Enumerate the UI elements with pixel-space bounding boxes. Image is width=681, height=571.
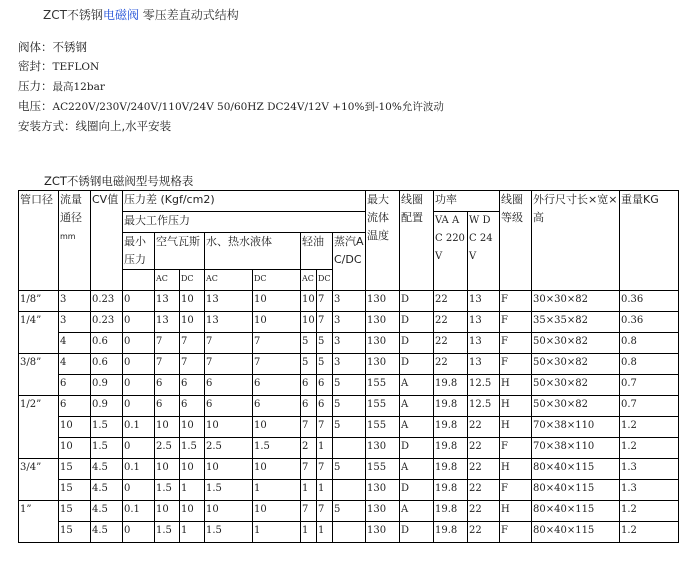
page-title: [43, 6, 239, 23]
table-cell: 80×40×115: [532, 501, 620, 522]
table-cell: 1.5: [205, 480, 253, 501]
table-cell: 7: [180, 354, 205, 375]
table-cell: 22: [468, 417, 500, 438]
table-cell: 155: [366, 396, 400, 417]
table-cell: 1: [317, 480, 333, 501]
table-cell: D: [400, 291, 434, 312]
table-cell: 4.5: [91, 522, 123, 543]
spec-value: 线圈向上,水平安装: [75, 119, 172, 133]
table-cell: 1: [180, 480, 205, 501]
table-cell: 0: [123, 333, 155, 354]
table-cell: 6: [155, 396, 180, 417]
table-cell: D: [400, 312, 434, 333]
table-cell: 10: [180, 312, 205, 333]
table-cell: 6: [317, 375, 333, 396]
header-ac: AC: [205, 270, 253, 291]
table-cell: 5: [333, 417, 366, 438]
spec-label: 压力：: [18, 79, 53, 93]
table-cell: 10: [301, 312, 317, 333]
table-row: [19, 417, 679, 438]
header-power-w: W DC 24V: [468, 212, 500, 291]
table-row: [19, 354, 679, 375]
header-weight: 重量KG: [620, 191, 679, 291]
table-cell: 19.8: [434, 459, 468, 480]
table-cell: 13: [468, 354, 500, 375]
table-cell: 50×30×82: [532, 375, 620, 396]
table-cell: 7: [317, 459, 333, 480]
table-cell: 7: [205, 354, 253, 375]
table-cell: 19.8: [434, 522, 468, 543]
table-cell: 0: [123, 312, 155, 333]
table-row: [19, 396, 679, 417]
table-cell: 10: [253, 501, 301, 522]
table-cell: 1.5: [180, 438, 205, 459]
table-cell: 0.8: [620, 333, 679, 354]
pipe-size-cell: 3/4”: [19, 459, 59, 501]
table-cell: 1.2: [620, 438, 679, 459]
table-cell: A: [400, 396, 434, 417]
table-cell: 10: [59, 438, 91, 459]
table-cell: 155: [366, 375, 400, 396]
header-dc: DC: [180, 270, 205, 291]
table-cell: 10: [180, 501, 205, 522]
spec-seal: [18, 57, 444, 77]
table-cell: 13: [468, 312, 500, 333]
table-cell: 7: [317, 291, 333, 312]
spec-label: 密封：: [18, 59, 53, 73]
table-cell: D: [400, 354, 434, 375]
header-min-blank: [123, 270, 155, 291]
table-cell: 10: [180, 459, 205, 480]
table-row: [19, 501, 679, 522]
table-cell: 3: [333, 333, 366, 354]
spec-install: [18, 117, 444, 136]
spec-table: [18, 190, 679, 543]
table-cell: 13: [155, 312, 180, 333]
header-ac: AC: [155, 270, 180, 291]
table-cell: 0.8: [620, 354, 679, 375]
table-cell: 6: [180, 396, 205, 417]
table-cell: 22: [468, 480, 500, 501]
table-cell: 80×40×115: [532, 522, 620, 543]
spec-label: 电压：: [18, 99, 53, 113]
table-cell: 0.1: [123, 459, 155, 480]
header-power: 功率: [434, 191, 500, 212]
table-cell: 10: [180, 417, 205, 438]
table-cell: 13: [468, 291, 500, 312]
table-cell: 7: [253, 333, 301, 354]
table-cell: 6: [317, 396, 333, 417]
table-cell: 4.5: [91, 480, 123, 501]
table-cell: 7: [301, 459, 317, 480]
table-cell: 1: [301, 480, 317, 501]
table-cell: 22: [434, 312, 468, 333]
table-cell: 5: [333, 459, 366, 480]
table-cell: F: [500, 438, 532, 459]
table-cell: 13: [468, 333, 500, 354]
table-cell: 4: [59, 333, 91, 354]
table-cell: 10: [155, 417, 180, 438]
table-cell: 155: [366, 417, 400, 438]
table-cell: 155: [366, 459, 400, 480]
header-dc: DC: [317, 270, 333, 291]
table-cell: 0.23: [91, 291, 123, 312]
table-cell: 4.5: [91, 459, 123, 480]
table-cell: 5: [301, 333, 317, 354]
spec-voltage: [18, 97, 444, 117]
table-cell: F: [500, 354, 532, 375]
header-air-gas: 空气瓦斯: [155, 233, 205, 270]
table-cell: 1: [317, 522, 333, 543]
pipe-size-cell: 1/8”: [19, 291, 59, 312]
table-cell: 7: [155, 354, 180, 375]
table-cell: 1.5: [155, 480, 180, 501]
table-cell: 6: [59, 396, 91, 417]
table-row: [19, 438, 679, 459]
table-cell: 19.8: [434, 375, 468, 396]
table-cell: 130: [366, 291, 400, 312]
table-cell: 15: [59, 459, 91, 480]
table-cell: 1.2: [620, 501, 679, 522]
table-cell: 13: [155, 291, 180, 312]
table-cell: 1.5: [155, 522, 180, 543]
header-light-oil: 轻油: [301, 233, 333, 270]
table-cell: 50×30×82: [532, 333, 620, 354]
table-row: [19, 291, 679, 312]
table-caption: ZCT不锈钢电磁阀型号规格表: [44, 174, 194, 188]
table-cell: 0.9: [91, 375, 123, 396]
table-cell: 5: [333, 501, 366, 522]
table-cell: 19.8: [434, 480, 468, 501]
table-cell: 6: [59, 375, 91, 396]
table-cell: 130: [366, 522, 400, 543]
table-cell: 50×30×82: [532, 396, 620, 417]
table-cell: 10: [253, 291, 301, 312]
table-cell: 6: [205, 396, 253, 417]
header-flow-bore: [59, 191, 91, 291]
table-cell: A: [400, 459, 434, 480]
table-cell: 0: [123, 438, 155, 459]
table-cell: 0: [123, 522, 155, 543]
table-cell: 6: [180, 375, 205, 396]
table-cell: 130: [366, 333, 400, 354]
table-cell: 22: [468, 459, 500, 480]
table-cell: 1.3: [620, 459, 679, 480]
table-cell: 0.23: [91, 312, 123, 333]
table-cell: 0.7: [620, 375, 679, 396]
table-cell: 70×38×110: [532, 438, 620, 459]
table-cell: 1: [180, 522, 205, 543]
table-cell: 1.3: [620, 480, 679, 501]
table-cell: H: [500, 375, 532, 396]
table-cell: H: [500, 396, 532, 417]
table-cell: 10: [253, 417, 301, 438]
spec-label: 安装方式：: [18, 119, 76, 133]
spec-list: [18, 38, 444, 136]
pipe-size-cell: 1/4”: [19, 312, 59, 354]
table-cell: H: [500, 501, 532, 522]
table-cell: F: [500, 312, 532, 333]
table-cell: 1: [317, 438, 333, 459]
table-cell: 19.8: [434, 396, 468, 417]
table-cell: 50×30×82: [532, 354, 620, 375]
table-cell: 10: [205, 417, 253, 438]
header-min-pressure: 最小压力: [123, 233, 155, 270]
table-row: [19, 480, 679, 501]
table-cell: 15: [59, 501, 91, 522]
table-cell: 22: [468, 438, 500, 459]
table-cell: 6: [301, 375, 317, 396]
table-cell: F: [500, 333, 532, 354]
table-cell: 22: [468, 522, 500, 543]
table-cell: 3: [333, 312, 366, 333]
table-cell: 19.8: [434, 438, 468, 459]
table-cell: 10: [155, 459, 180, 480]
table-cell: 7: [317, 501, 333, 522]
table-cell: 70×38×110: [532, 417, 620, 438]
table-cell: 1: [253, 480, 301, 501]
table-cell: A: [400, 375, 434, 396]
table-cell: 7: [301, 501, 317, 522]
spec-value: TEFLON: [52, 61, 100, 73]
table-cell: 6: [253, 396, 301, 417]
table-cell: 130: [366, 501, 400, 522]
table-cell: 30×30×82: [532, 291, 620, 312]
table-cell: 1.5: [205, 522, 253, 543]
table-cell: 10: [180, 291, 205, 312]
header-pressure-diff: 压力差 (Kgf/cm2): [123, 191, 366, 212]
table-cell: F: [500, 291, 532, 312]
table-cell: 0: [123, 375, 155, 396]
pipe-size-cell: 3/8”: [19, 354, 59, 396]
table-cell: 3: [333, 291, 366, 312]
header-flow-unit: mm: [60, 232, 76, 241]
table-row: [19, 333, 679, 354]
table-cell: 6: [301, 396, 317, 417]
table-cell: 0: [123, 396, 155, 417]
table-cell: 5: [317, 354, 333, 375]
table-cell: F: [500, 480, 532, 501]
table-cell: 10: [205, 501, 253, 522]
table-cell: 3: [59, 312, 91, 333]
table-cell: 10: [301, 291, 317, 312]
table-cell: 5: [333, 375, 366, 396]
table-cell: D: [400, 333, 434, 354]
header-water: 水、热水液体: [205, 233, 301, 270]
table-cell: 80×40×115: [532, 480, 620, 501]
table-cell: 15: [59, 480, 91, 501]
table-cell: 6: [205, 375, 253, 396]
table-cell: 0.1: [123, 501, 155, 522]
table-cell: A: [400, 501, 434, 522]
table-cell: 10: [253, 459, 301, 480]
table-cell: 0: [123, 291, 155, 312]
header-max-working-pressure: 最大工作压力: [123, 212, 366, 233]
table-cell: 1.5: [253, 438, 301, 459]
table-cell: 10: [59, 417, 91, 438]
table-cell: 22: [434, 333, 468, 354]
header-cv: CV值: [91, 191, 123, 291]
table-cell: 130: [366, 312, 400, 333]
table-cell: [333, 480, 366, 501]
solenoid-valve-link[interactable]: 电磁阀: [102, 8, 139, 22]
table-cell: 2: [301, 438, 317, 459]
title-suffix: 零压差直动式结构: [138, 8, 239, 22]
table-cell: 35×35×82: [532, 312, 620, 333]
spec-value: AC220V/230V/240V/110V/24V 50/60HZ DC24V/12V +10%到-10%允许波动: [52, 101, 444, 113]
table-row: [19, 312, 679, 333]
table-cell: 7: [317, 417, 333, 438]
table-row: [19, 375, 679, 396]
pipe-size-cell: 1”: [19, 501, 59, 543]
table-cell: 0: [123, 354, 155, 375]
table-cell: D: [400, 438, 434, 459]
table-cell: 1: [301, 522, 317, 543]
table-cell: 10: [253, 312, 301, 333]
table-cell: 19.8: [434, 417, 468, 438]
table-cell: 12.5: [468, 396, 500, 417]
table-cell: 80×40×115: [532, 459, 620, 480]
table-cell: F: [500, 522, 532, 543]
table-cell: 6: [253, 375, 301, 396]
header-max-temp: 最大流体温度: [366, 191, 400, 291]
table-cell: 1.5: [91, 438, 123, 459]
header-coil-grade: 线圈等级: [500, 191, 532, 291]
table-cell: 0.6: [91, 354, 123, 375]
table-cell: 0: [123, 480, 155, 501]
table-row: [19, 522, 679, 543]
header-steam: 蒸汽AC/DC: [333, 233, 366, 291]
table-cell: 13: [205, 291, 253, 312]
spec-value: 最高12bar: [52, 81, 105, 93]
spec-pressure: [18, 77, 444, 97]
table-cell: 5: [317, 333, 333, 354]
table-cell: 22: [468, 501, 500, 522]
table-row: [19, 459, 679, 480]
table-cell: 13: [205, 312, 253, 333]
table-cell: 7: [317, 312, 333, 333]
table-cell: 0.7: [620, 396, 679, 417]
table-cell: 19.8: [434, 501, 468, 522]
header-coil-config: 线圈配置: [400, 191, 434, 291]
table-cell: 2.5: [155, 438, 180, 459]
table-cell: 5: [301, 354, 317, 375]
table-cell: 0.36: [620, 291, 679, 312]
table-cell: 2.5: [205, 438, 253, 459]
table-cell: 10: [155, 501, 180, 522]
header-pipe-size: 管口径: [19, 191, 59, 291]
table-cell: [333, 522, 366, 543]
table-cell: 0.1: [123, 417, 155, 438]
table-cell: 7: [253, 354, 301, 375]
title-prefix: ZCT不锈钢: [43, 8, 103, 22]
table-cell: 1: [253, 522, 301, 543]
table-cell: 7: [205, 333, 253, 354]
table-cell: 0.9: [91, 396, 123, 417]
header-ac: AC: [301, 270, 317, 291]
pipe-size-cell: 1/2”: [19, 396, 59, 459]
table-cell: 130: [366, 354, 400, 375]
table-cell: H: [500, 417, 532, 438]
header-dimensions: 外行尺寸长×宽×高: [532, 191, 620, 291]
header-flow-label: 流量通径: [60, 193, 82, 224]
table-cell: 1.5: [91, 417, 123, 438]
table-cell: 7: [301, 417, 317, 438]
spec-label: 阀体：: [18, 40, 53, 54]
table-cell: 15: [59, 522, 91, 543]
table-cell: 130: [366, 480, 400, 501]
header-power-va: VA AC 220V: [434, 212, 468, 291]
table-cell: 0.36: [620, 312, 679, 333]
table-cell: 0.6: [91, 333, 123, 354]
table-cell: 7: [155, 333, 180, 354]
table-cell: A: [400, 417, 434, 438]
table-cell: 6: [155, 375, 180, 396]
table-cell: 1.2: [620, 522, 679, 543]
table-cell: D: [400, 480, 434, 501]
spec-value: 不锈钢: [52, 40, 87, 54]
table-cell: 3: [59, 291, 91, 312]
header-dc: DC: [253, 270, 301, 291]
table-cell: 22: [434, 291, 468, 312]
table-cell: D: [400, 522, 434, 543]
table-cell: 5: [333, 396, 366, 417]
table-cell: 130: [366, 438, 400, 459]
table-cell: H: [500, 459, 532, 480]
spec-body: [18, 38, 444, 57]
table-cell: 1.2: [620, 417, 679, 438]
table-cell: 22: [434, 354, 468, 375]
table-cell: 3: [333, 354, 366, 375]
table-cell: 4.5: [91, 501, 123, 522]
table-cell: 4: [59, 354, 91, 375]
table-cell: 10: [205, 459, 253, 480]
table-cell: 7: [180, 333, 205, 354]
table-cell: [333, 438, 366, 459]
table-cell: 12.5: [468, 375, 500, 396]
